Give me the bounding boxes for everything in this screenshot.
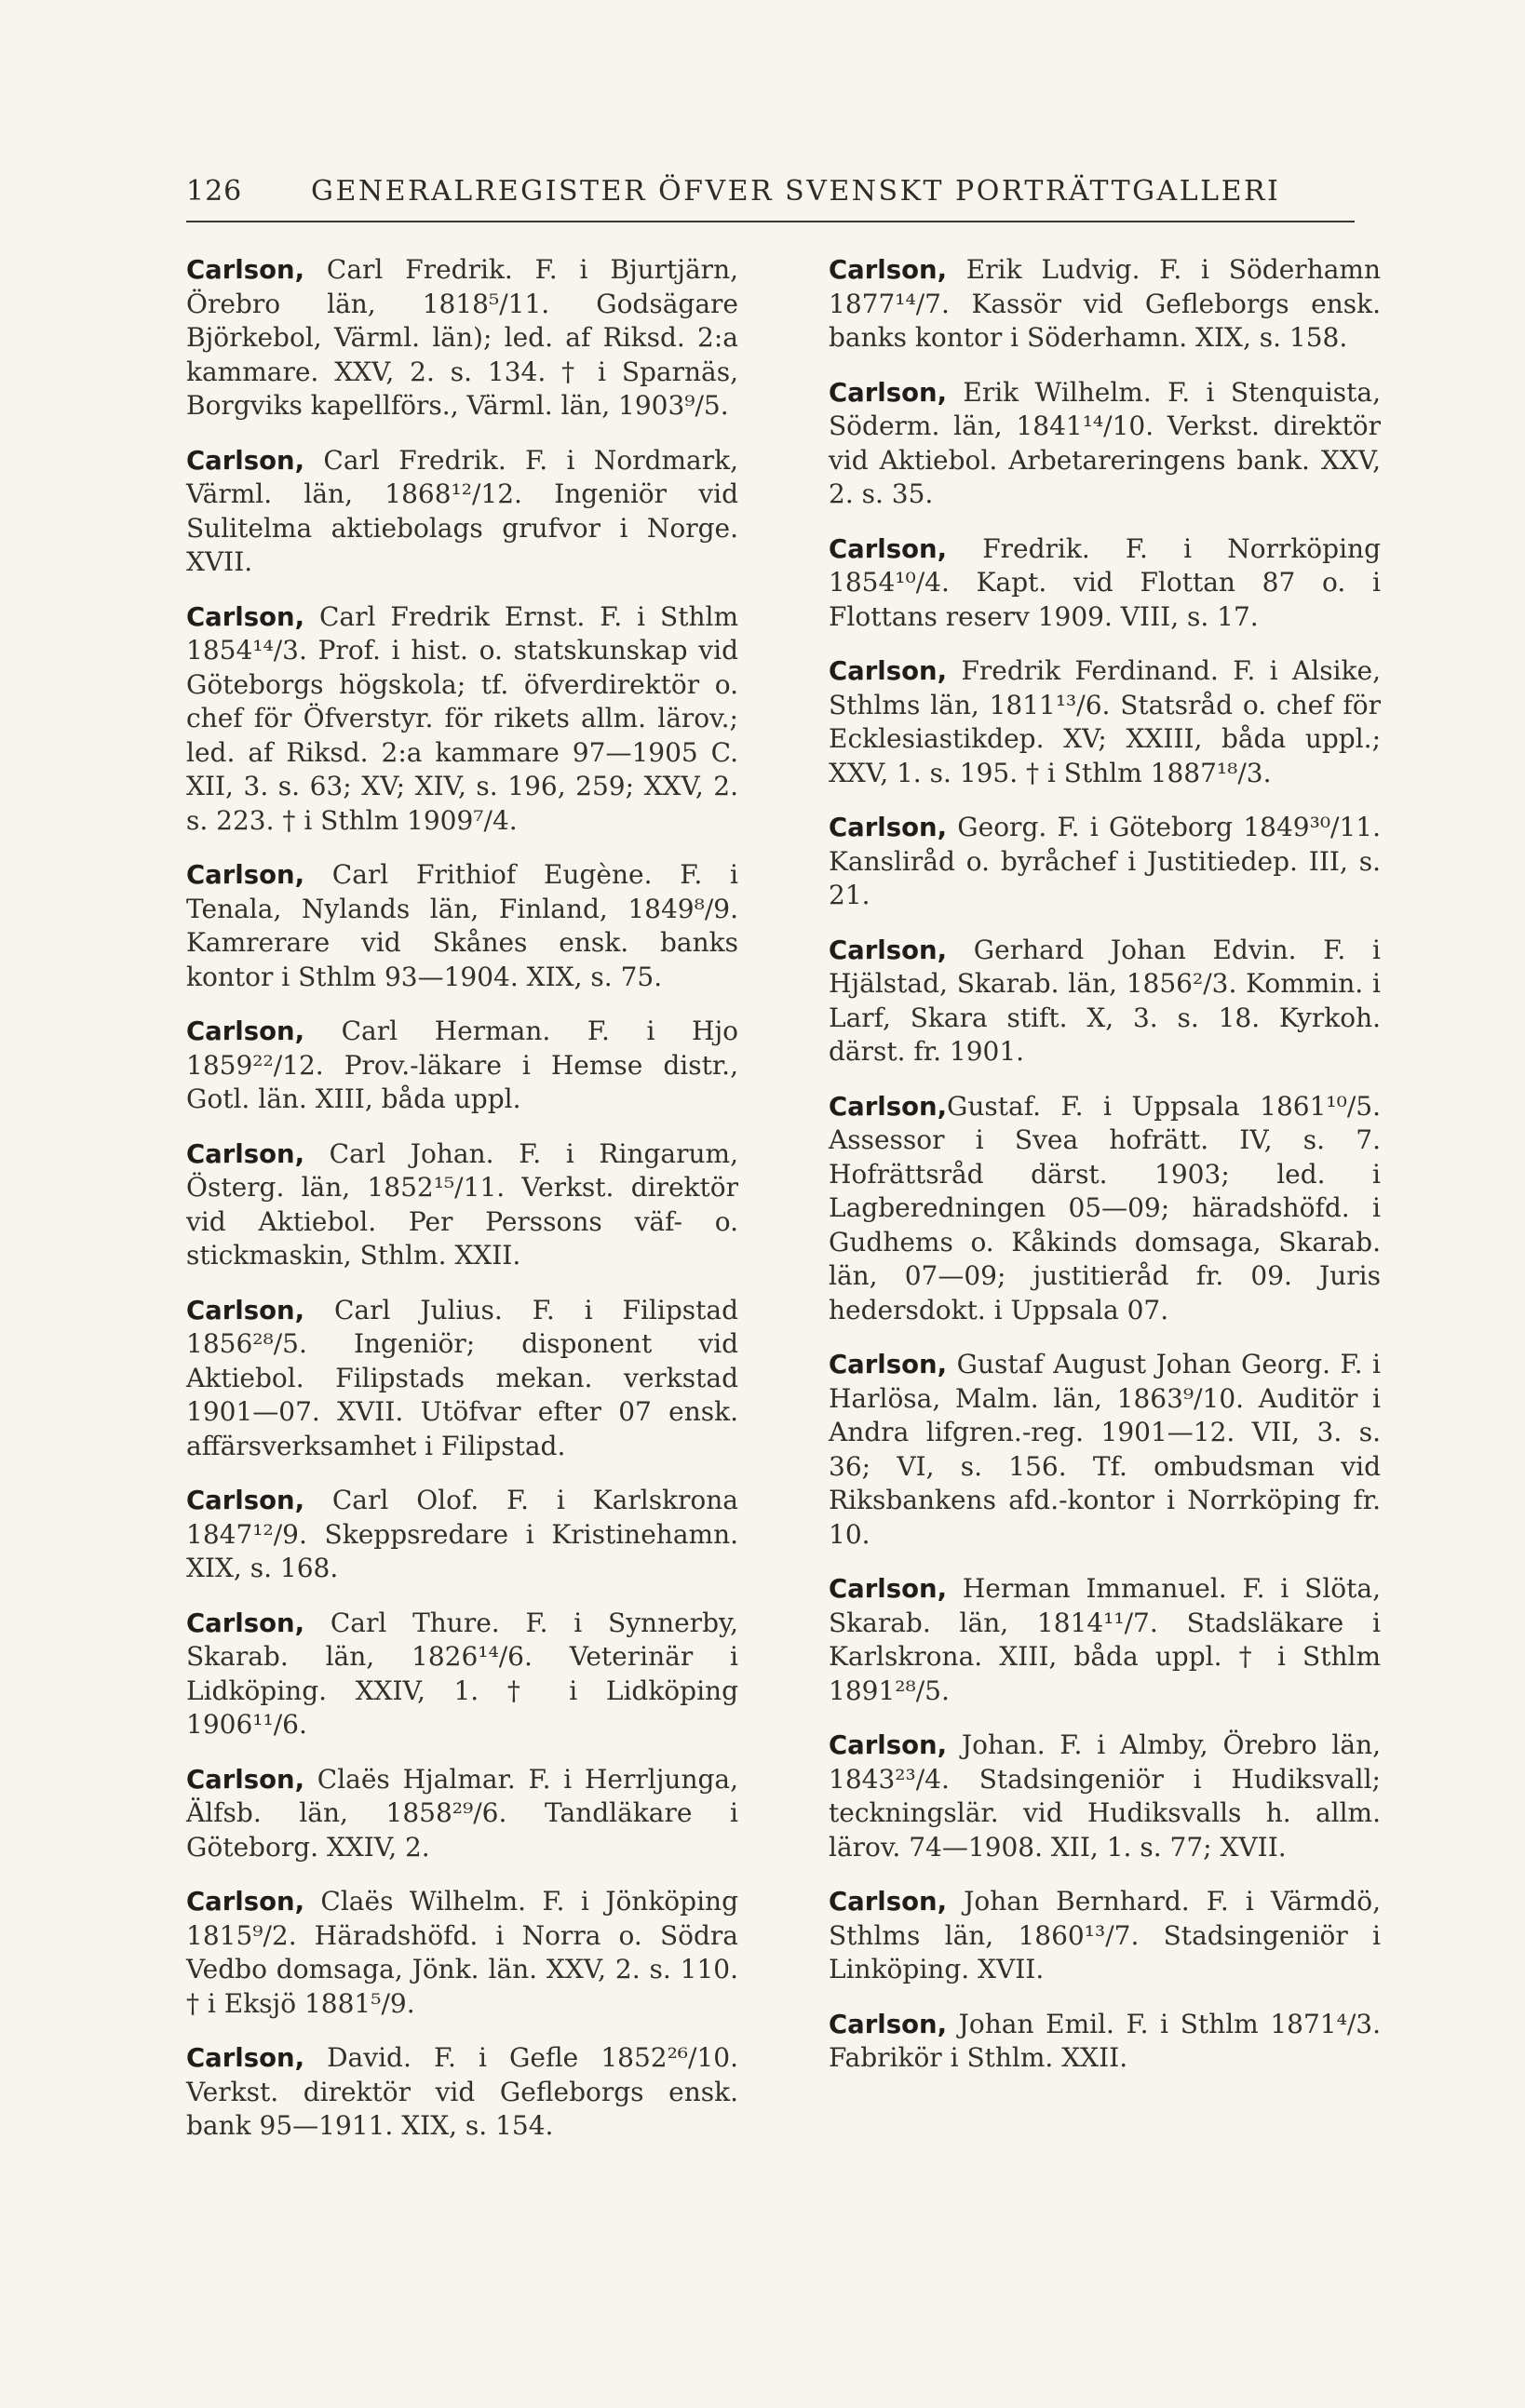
entry-surname: Carlson, [829, 1730, 948, 1760]
entry-text: Herman Immanuel. F. i Slöta, Skarab. län, 1814¹¹/7. Stadsläkare i Karlskrona. XIII, båda uppl. † i Sthlm 1891²⁸/5. [829, 1573, 1381, 1706]
register-entry [186, 1484, 738, 1586]
entry-surname: Carlson, [186, 860, 305, 890]
entry-text: Johan Emil. F. i Sthlm 1871⁴/3. Fabrikör i Sthlm. XXII. [829, 2008, 1381, 2073]
register-entry [829, 376, 1381, 512]
register-entry [186, 1763, 738, 1865]
entry-surname: Carlson, [829, 533, 948, 564]
entry-text: Erik Wilhelm. F. i Stenquista, Söderm. län, 1841¹⁴/10. Verkst. direktör vid Aktiebol. Arbetareringens bank. XXV, 2. s. 35. [829, 376, 1381, 509]
register-entry [186, 1607, 738, 1742]
entry-text: Johan Bernhard. F. i Värmdö, Sthlms län, 1860¹³/7. Stadsingeniör i Linköping. XVII. [829, 1886, 1381, 1984]
entry-surname: Carlson, [186, 2043, 305, 2073]
entry-surname: Carlson, [829, 1350, 948, 1379]
entry-text: Claës Hjalmar. F. i Herrljunga, Älfsb. län, 1858²⁹/6. Tandläkare i Göteborg. XXIV, 2. [186, 1763, 738, 1863]
register-entry [186, 600, 738, 839]
entry-text: David. F. i Gefle 1852²⁶/10. Verkst. direktör vid Gefleborgs ensk. bank 95—1911. XIX, s. 154. [186, 2042, 738, 2141]
entry-surname: Carlson, [186, 1138, 305, 1169]
register-entry [186, 1885, 738, 2021]
entry-text: Carl Fredrik. F. i Bjurtjärn, Örebro län, 1818⁵/11. Godsägare Björkebol, Värml. län); led. af Riksd. 2:a kammare. XXV, 2. s. 134. † i Sparnäs, Borgviks kapellförs., Värml. län, 1903⁹/5. [186, 254, 738, 421]
entry-text: Carl Olof. F. i Karlskrona 1847¹²/9. Skeppsredare i Kristinehamn. XIX, s. 168. [186, 1485, 738, 1583]
register-entry [186, 1137, 738, 1273]
right-column [829, 253, 1381, 2096]
entry-text: Claës Wilhelm. F. i Jönköping 1815⁹/2. Häradshöfd. i Norra o. Södra Vedbo domsaga, Jönk. län. XXV, 2. s. 110. † i Eksjö 1881⁵/9. [186, 1886, 738, 2019]
register-entry [829, 253, 1381, 356]
entry-surname: Carlson, [186, 1764, 305, 1795]
entry-surname: Carlson, [186, 1486, 305, 1515]
register-entry [829, 654, 1381, 790]
register-entry [829, 1885, 1381, 1987]
entry-surname: Carlson, [186, 1295, 305, 1325]
register-entry [186, 253, 738, 424]
entry-surname: Carlson, [186, 1608, 305, 1638]
register-entry [829, 934, 1381, 1069]
register-entry [186, 444, 738, 580]
register-entry [829, 1090, 1381, 1328]
entry-surname: Carlson, [829, 1574, 948, 1604]
entry-surname: Carlson, [186, 601, 305, 632]
page-number: 126 [186, 175, 243, 208]
entry-text: Erik Ludvig. F. i Söderhamn 1877¹⁴/7. Kassör vid Gefleborgs ensk. banks kontor i Söderhamn. XIX, s. 158. [829, 254, 1381, 353]
entry-surname: Carlson, [829, 255, 948, 285]
register-entry [186, 2041, 738, 2144]
entry-surname: Carlson, [186, 255, 305, 285]
entry-text: Carl Fredrik. F. i Nordmark, Värml. län, 1868¹²/12. Ingeniör vid Sulitelma aktiebolags grufvor i Norge. XVII. [186, 444, 738, 577]
entry-text: Fredrik Ferdinand. F. i Alsike, Sthlms län, 1811¹³/6. Statsråd o. chef för Ecklesiastikdep. XV; XXIII, båda uppl.; XXV, 1. s. 195. † i Sthlm 1887¹⁸/3. [829, 655, 1381, 788]
entry-text: Gerhard Johan Edvin. F. i Hjälstad, Skarab. län, 1856²/3. Kommin. i Larf, Skara stift. X, 3. s. 18. Kyrkoh. därst. fr. 1901. [829, 934, 1381, 1067]
register-entry [186, 1015, 738, 1117]
entry-surname: Carlson, [829, 377, 948, 408]
entry-text: Johan. F. i Almby, Örebro län, 1843²³/4. Stadsingeniör i Hudiksvall; teckningslär. vid Hudiksvalls h. allm. lärov. 74—1908. XII, 1. s. 77; XVII. [829, 1729, 1381, 1863]
header-rule [186, 221, 1355, 222]
entry-surname: Carlson, [829, 2009, 948, 2039]
register-entry [186, 858, 738, 994]
register-entry [829, 1572, 1381, 1708]
entry-surname: Carlson, [829, 1091, 948, 1122]
entry-text: Gustaf August Johan Georg. F. i Harlösa, Malm. län, 1863⁹/10. Auditör i Andra lifgren.-reg. 1901—12. VII, 3. s. 36; VI, s. 156. Tf. ombudsman vid Riksbankens afd.-kontor i Norrköping fr. 10. [829, 1349, 1381, 1550]
register-entry [829, 2008, 1381, 2076]
register-entry [186, 1294, 738, 1464]
register-entry [829, 1348, 1381, 1552]
entry-text: Carl Thure. F. i Synnerby, Skarab. län, 1826¹⁴/6. Veterinär i Lidköping. XXIV, 1. † i Lidköping 1906¹¹/6. [186, 1607, 738, 1740]
entry-text: Carl Frithiof Eugène. F. i Tenala, Nylands län, Finland, 1849⁸/9. Kamrerare vid Skånes ensk. banks kontor i Sthlm 93—1904. XIX, s. 75. [186, 859, 738, 992]
entry-text: Gustaf. F. i Uppsala 1861¹⁰/5. Assessor i Svea hofrätt. IV, s. 7. Hofrättsråd därst. 1903; led. i Lagberedningen 05—09; häradshöfd. i Gudhems o. Kåkinds domsaga, Skarab. län, 07—09; justitieråd fr. 09. Juris hedersdokt. i Uppsala 07. [829, 1090, 1381, 1325]
register-entry [829, 1729, 1381, 1864]
entry-surname: Carlson, [829, 656, 948, 686]
entry-text: Carl Julius. F. i Filipstad 1856²⁸/5. Ingeniör; disponent vid Aktiebol. Filipstads mekan. verkstad 1901—07. XVII. Utöfvar efter 07 ensk. affärsverksamhet i Filipstad. [186, 1294, 738, 1461]
entry-surname: Carlson, [829, 813, 948, 842]
entry-surname: Carlson, [829, 1887, 948, 1917]
entry-text: Fredrik. F. i Norrköping 1854¹⁰/4. Kapt. vid Flottan 87 o. i Flottans reserv 1909. VIII, s. 17. [829, 532, 1381, 632]
entry-surname: Carlson, [186, 445, 305, 476]
entry-text: Carl Johan. F. i Ringarum, Österg. län, 1852¹⁵/11. Verkst. direktör vid Aktiebol. Per Perssons väf- o. stickmaskin, Sthlm. XXII. [186, 1137, 738, 1271]
entry-text: Carl Herman. F. i Hjo 1859²²/12. Prov.-läkare i Hemse distr., Gotl. län. XIII, båda uppl. [186, 1016, 738, 1114]
register-entry [829, 811, 1381, 913]
entry-text: Georg. F. i Göteborg 1849³⁰/11. Kanslіråd o. byråchef i Justitiedep. III, s. 21. [829, 812, 1381, 910]
left-column [186, 253, 738, 2164]
running-title: GENERALREGISTER ÖFVER SVENSKT PORTRÄTTGALLERI [311, 175, 1281, 208]
entry-text: Carl Fredrik Ernst. F. i Sthlm 1854¹⁴/3. Prof. i hist. o. statskunskap vid Göteborgs högskola; tf. öfverdirektör o. chef för Öfverstyr. för rikets allm. lärov.; led. af Riksd. 2:a kammare 97—1905 C. XII, 3. s. 63; XV; XIV, s. 196, 259; XXV, 2. s. 223. † i Sthlm 1909⁷/4. [186, 600, 738, 836]
entry-surname: Carlson, [186, 1887, 305, 1917]
entry-surname: Carlson, [186, 1016, 305, 1046]
register-entry [829, 532, 1381, 635]
entry-surname: Carlson, [829, 935, 948, 965]
